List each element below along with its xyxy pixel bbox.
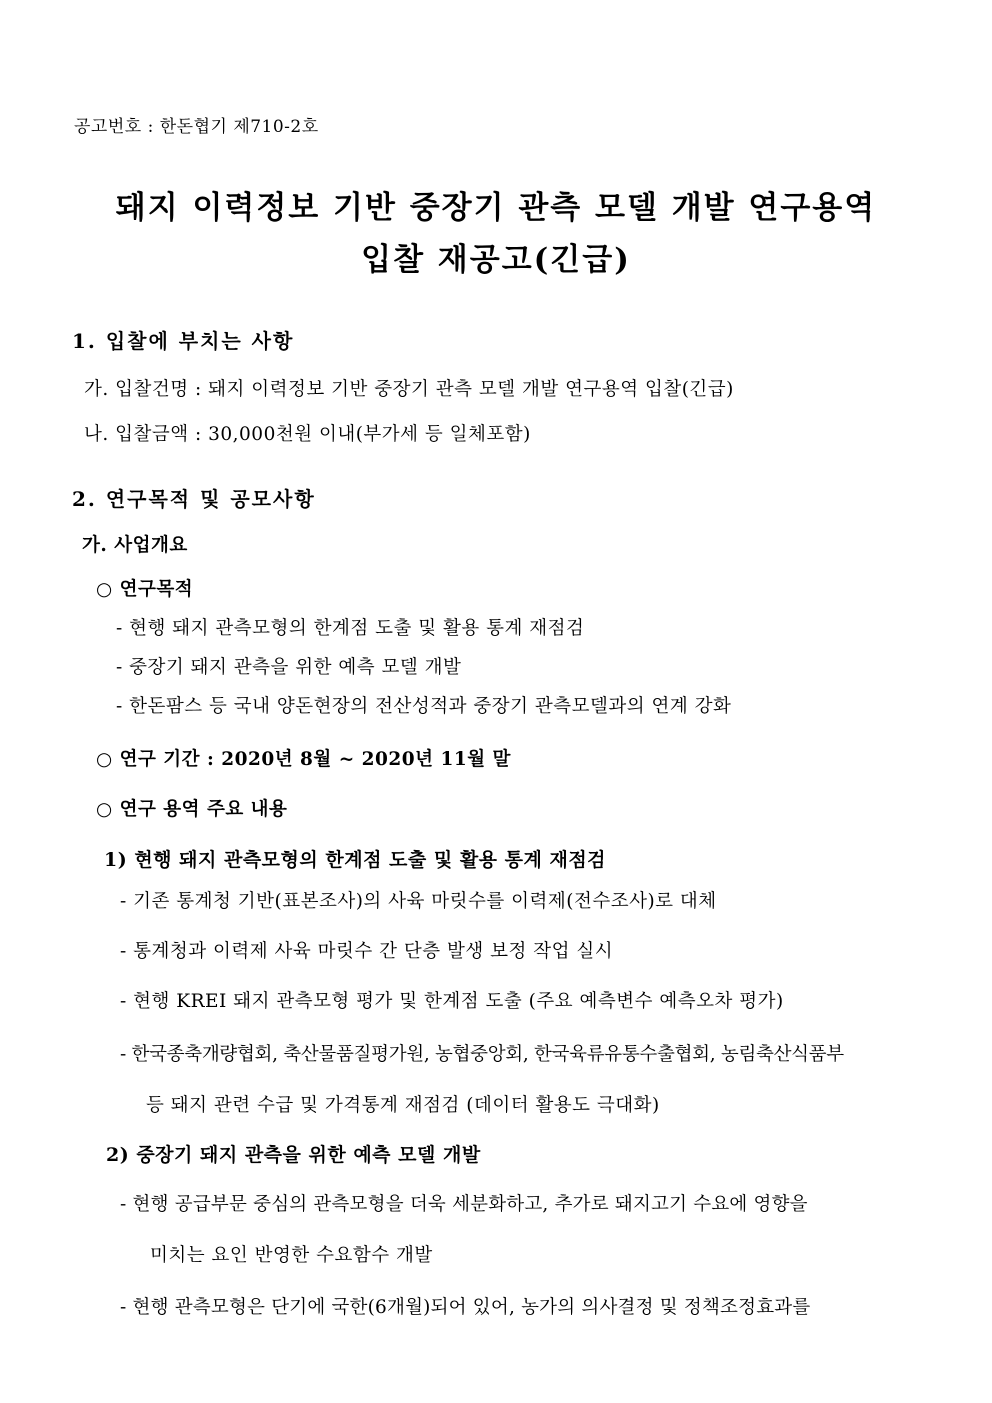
task-1-item: - 통계청과 이력제 사육 마릿수 간 단층 발생 보정 작업 실시 — [120, 941, 614, 962]
document-title-line2: 입찰 재공고(긴급) — [361, 242, 631, 278]
purpose-item: - 중장기 돼지 관측을 위한 예측 모델 개발 — [116, 657, 462, 678]
document-title-line1: 돼지 이력정보 기반 중장기 관측 모델 개발 연구용역 — [115, 190, 877, 226]
purpose-item: - 한돈팜스 등 국내 양돈현장의 전산성적과 중장기 관측모델과의 연계 강화 — [116, 696, 732, 717]
project-overview: 가. 사업개요 — [82, 535, 188, 556]
task-1-item-continued: 등 돼지 관련 수급 및 가격통계 재점검 (데이터 활용도 극대화) — [146, 1095, 660, 1116]
purpose-item: - 현행 돼지 관측모형의 한계점 도출 및 활용 통계 재점검 — [116, 618, 585, 639]
notice-number: 공고번호 : 한돈협기 제710-2호 — [74, 117, 319, 137]
bid-amount: 나. 입찰금액 : 30,000천원 이내(부가세 등 일체포함) — [84, 424, 531, 445]
task-2-heading: 2) 중장기 돼지 관측을 위한 예측 모델 개발 — [106, 1144, 481, 1166]
task-2-item: - 현행 공급부문 중심의 관측모형을 더욱 세분화하고, 추가로 돼지고기 수요에 영향을 — [120, 1194, 808, 1215]
research-period: ○ 연구 기간 : 2020년 8월 ~ 2020년 11월 말 — [96, 749, 511, 770]
bid-name: 가. 입찰건명 : 돼지 이력정보 기반 중장기 관측 모델 개발 연구용역 입찰(긴급) — [84, 379, 734, 400]
task-1-item: - 현행 KREI 돼지 관측모형 평가 및 한계점 도출 (주요 예측변수 예측오차 평가) — [120, 991, 784, 1012]
section-1-heading: 1. 입찰에 부치는 사항 — [72, 329, 295, 353]
task-1-heading: 1) 현행 돼지 관측모형의 한계점 도출 및 활용 통계 재점검 — [104, 849, 607, 871]
task-1-item: - 한국종축개량협회, 축산물품질평가원, 농협중앙회, 한국육류유통수출협회, 농림축산식품부 — [120, 1044, 844, 1065]
task-2-item-continued: 미치는 요인 반영한 수요함수 개발 — [150, 1245, 433, 1266]
main-content-heading: ○ 연구 용역 주요 내용 — [96, 799, 288, 820]
purpose-heading: ○ 연구목적 — [96, 579, 194, 600]
task-1-item: - 기존 통계청 기반(표본조사)의 사육 마릿수를 이력제(전수조사)로 대체 — [120, 891, 717, 912]
task-2-item: - 현행 관측모형은 단기에 국한(6개월)되어 있어, 농가의 의사결정 및 정책조정효과를 — [120, 1297, 811, 1318]
section-2-heading: 2. 연구목적 및 공모사항 — [72, 487, 316, 511]
